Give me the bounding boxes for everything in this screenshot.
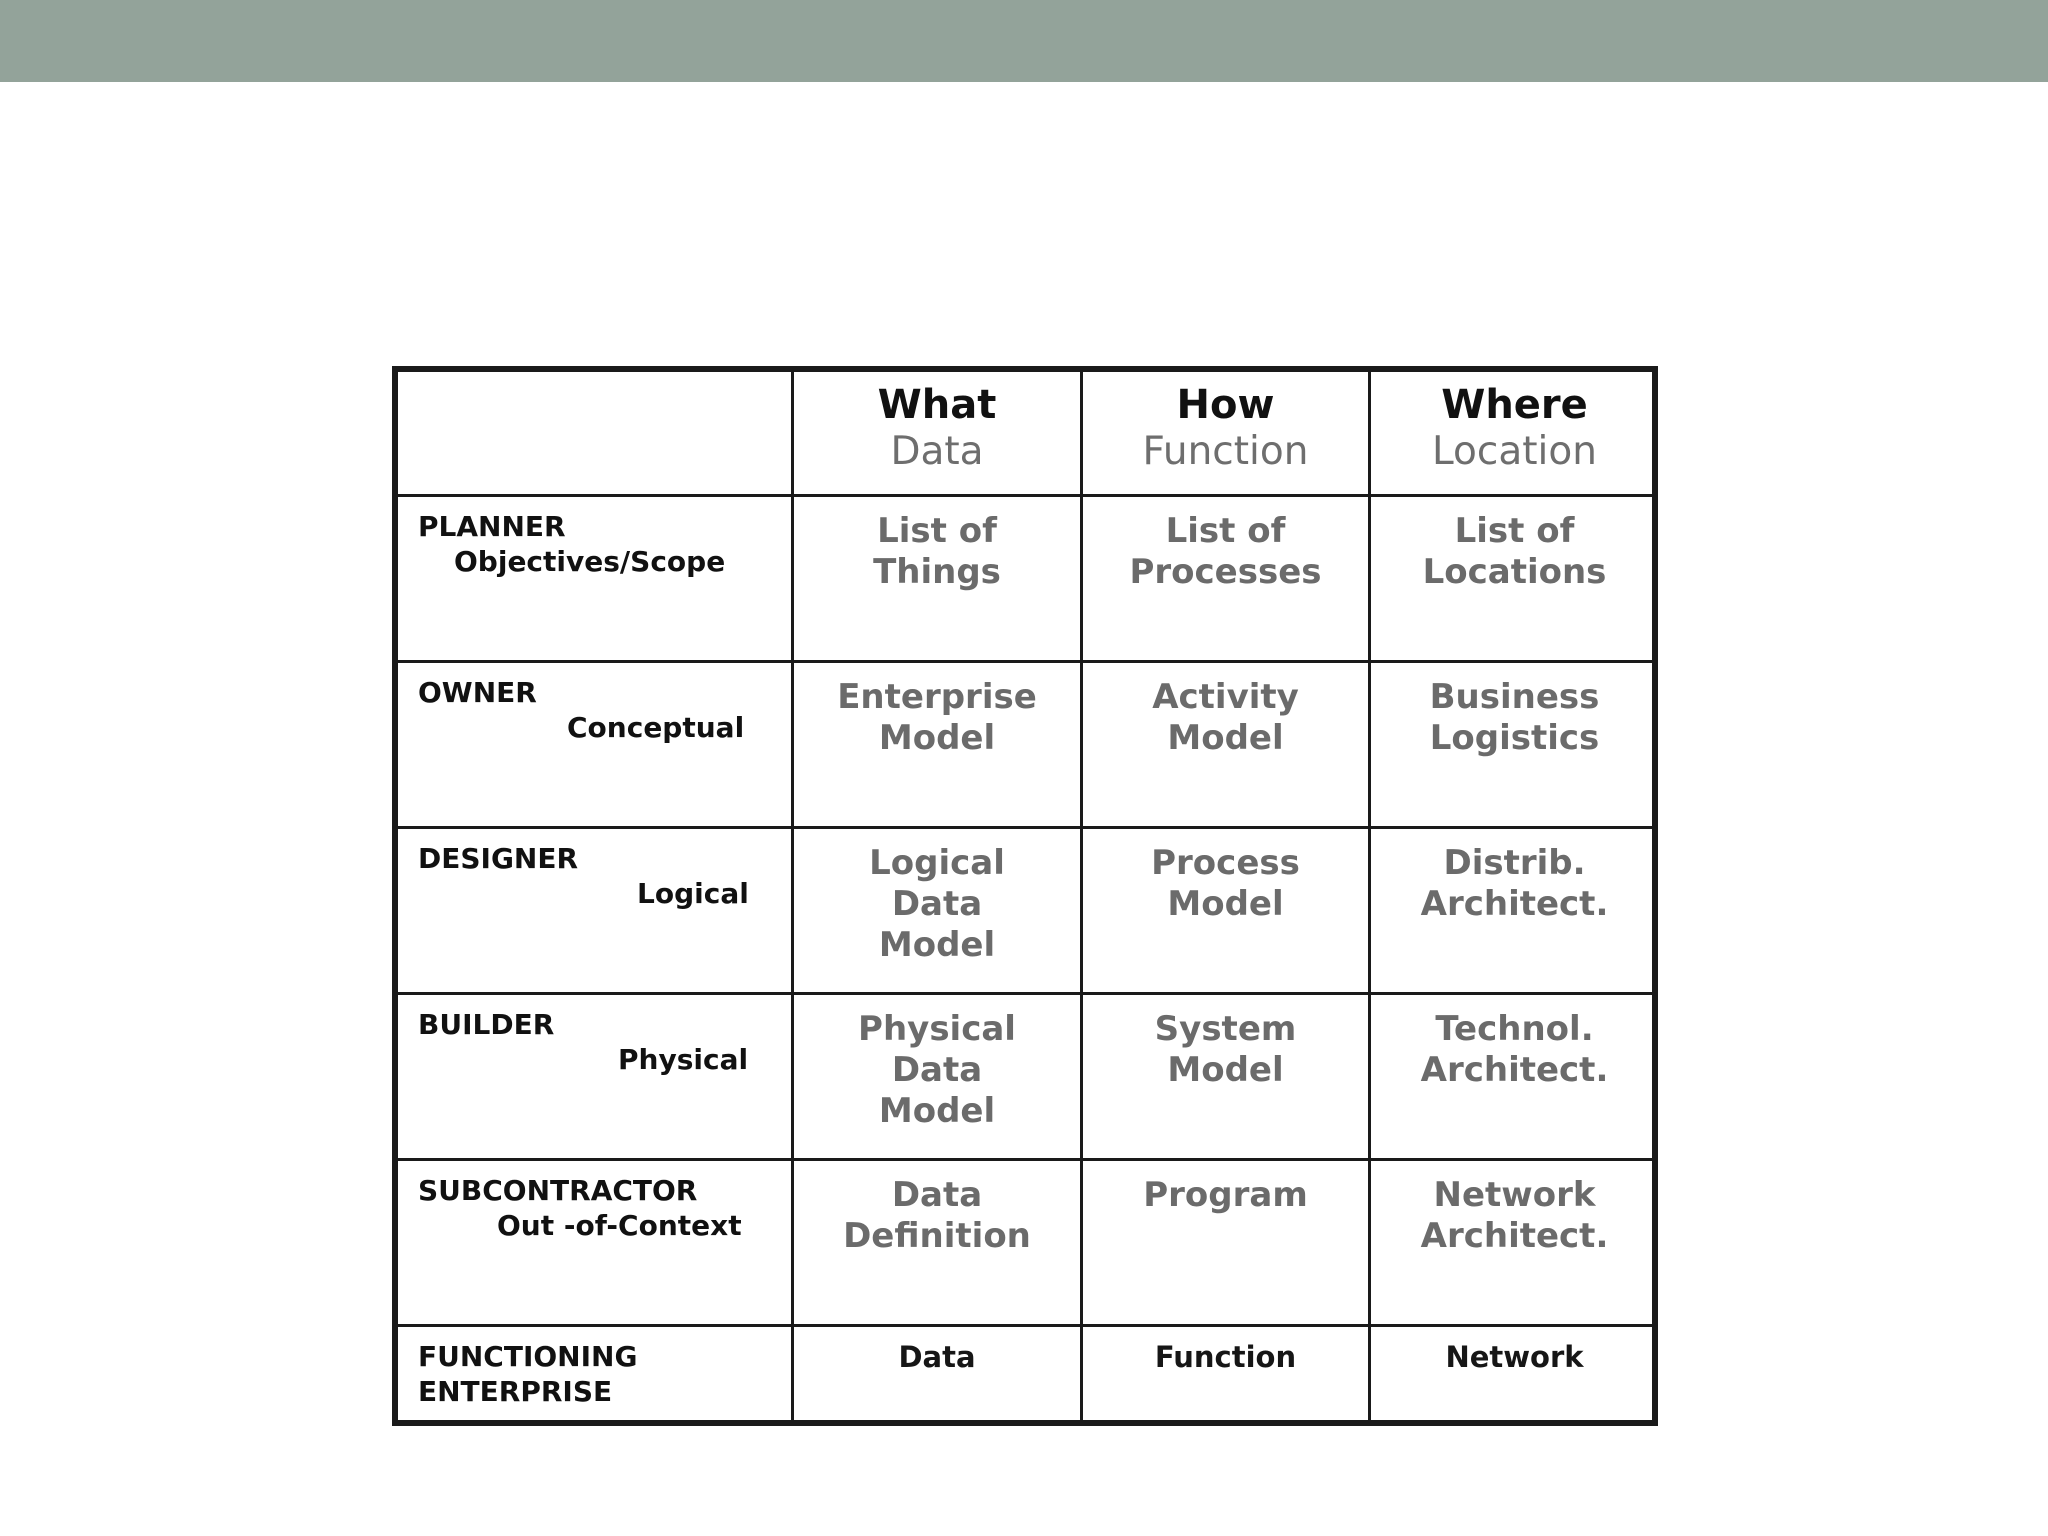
table-cell: Process Model (1083, 829, 1371, 995)
table-cell: System Model (1083, 995, 1371, 1161)
role-name: ENTERPRISE (418, 1375, 613, 1408)
role-perspective: Out -of-Context (497, 1209, 742, 1242)
role-perspective: Objectives/Scope (454, 545, 726, 578)
table-cell: List of Processes (1083, 497, 1371, 663)
table-cell: List of Things (794, 497, 1083, 663)
zachman-framework-table (392, 366, 1658, 1426)
table-cell: Activity Model (1083, 663, 1371, 829)
role-perspective: Physical (618, 1043, 749, 1076)
table-cell: Data Definition (794, 1161, 1083, 1327)
row-header-subcontractor (398, 1161, 794, 1327)
row-header-designer (398, 829, 794, 995)
table-cell: Distrib. Architect. (1371, 829, 1658, 995)
role-name: PLANNER (418, 510, 566, 543)
column-header-what (794, 372, 1083, 497)
table-cell: Business Logistics (1371, 663, 1658, 829)
column-question: How (1176, 382, 1275, 428)
row-header-planner (398, 497, 794, 663)
table-cell: Enterprise Model (794, 663, 1083, 829)
table-cell: Network Architect. (1371, 1161, 1658, 1327)
role-perspective: Conceptual (567, 711, 745, 744)
row-header-builder (398, 995, 794, 1161)
role-perspective: Logical (637, 877, 749, 910)
role-name: SUBCONTRACTOR (418, 1174, 698, 1207)
table-cell: Function (1083, 1327, 1371, 1426)
column-subtitle: Function (1142, 429, 1309, 474)
role-name: OWNER (418, 676, 537, 709)
title-bar (0, 0, 2048, 82)
table-cell: List of Locations (1371, 497, 1658, 663)
corner-cell (398, 372, 794, 497)
column-subtitle: Data (890, 429, 984, 474)
column-question: What (877, 382, 997, 428)
row-header-functioning-enterprise (398, 1327, 794, 1426)
column-question: Where (1441, 382, 1588, 428)
table-cell: Network (1445, 1340, 1584, 1374)
table-cell: Physical Data Model (794, 995, 1083, 1161)
role-name: BUILDER (418, 1008, 555, 1041)
role-name: DESIGNER (418, 842, 579, 875)
table-cell: Program (1083, 1161, 1371, 1327)
column-subtitle: Location (1432, 429, 1597, 474)
table-cell: Data (794, 1327, 1083, 1426)
column-header-where (1371, 372, 1658, 497)
column-header-how (1083, 372, 1371, 497)
row-header-owner (398, 663, 794, 829)
role-name: FUNCTIONING (418, 1340, 638, 1373)
table-cell: Logical Data Model (794, 829, 1083, 995)
table-cell: Technol. Architect. (1371, 995, 1658, 1161)
